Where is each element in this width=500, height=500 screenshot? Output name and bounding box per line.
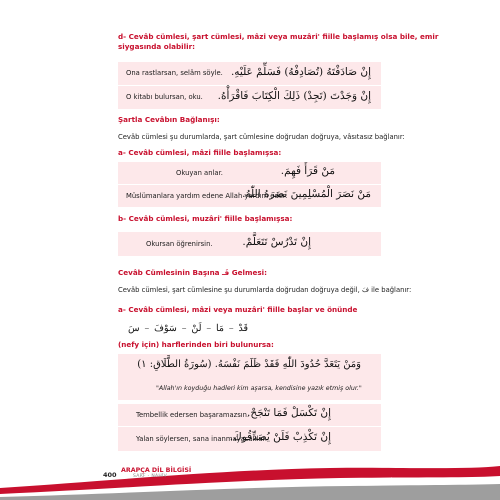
sart-heading: Şartla Cevâbın Bağlanışı: <box>118 115 220 124</box>
page-number: 400 <box>103 471 117 479</box>
arabic-text: مَنْ نَصَرَ الْمُسْلِمِينَ نَصَرَهُ اللّٰهُ. <box>242 188 371 200</box>
turkish-text: Müslümanlara yardım edene Allah yardım eder. <box>126 192 288 200</box>
book-title: ARAPÇA DİL BİLGİSİ <box>121 467 192 474</box>
particle: لَنْ <box>191 323 202 334</box>
turkish-text: Okuyan anlar. <box>176 169 223 177</box>
arabic-text: إِنْ صَادَفْتَهُ (تُصَادِفْهُ) فَسَلِّمْ عَلَيْهِ. <box>230 66 371 78</box>
book-subtitle: SARF - NAHİV <box>133 474 168 479</box>
particle-separator: – <box>206 323 212 334</box>
arabic-text: إِنْ تَكْسَلْ فَمَا تَنْجَحْ. <box>247 407 331 419</box>
example-row <box>118 62 381 85</box>
arabic-text: إِنْ تَكْذِبْ فَلَنْ يُصَدِّقُوكَ. <box>229 431 331 443</box>
arabic-text: إِنْ وَجَدْتَ (تَجِدْ) ذَلِكَ الْكِتَابَ فَاقْرَأْهُ. <box>217 90 371 102</box>
particle: قَدْ <box>238 323 248 334</box>
turkish-text: O kitabı bulursan, oku. <box>126 93 203 101</box>
turkish-text: Yalan söylersen, sana inanmayacaklar. <box>136 435 268 443</box>
particle: مَا <box>215 323 224 334</box>
arabic-text: إِنْ تَدْرُسْ تَتَعَلَّمْ. <box>242 236 311 248</box>
turkish-text: Tembellik edersen başaramazsın. <box>136 411 250 419</box>
nefy-note: (nefy için) harflerinden biri bulunursa: <box>118 340 274 349</box>
sart-intro: Cevâb cümlesi şu durumlarda, şart cümlesine doğrudan doğruya, vâsıtasız bağlanır: <box>118 133 405 141</box>
arabic-text: مَنْ قَرَأَ فَهِمَ. <box>280 165 335 177</box>
example-row <box>118 404 381 426</box>
verse-translation: "Allah'ın koyduğu hadleri kim aşarsa, kendisine yazık etmiş olur." <box>156 385 362 392</box>
particle-separator: – <box>181 323 187 334</box>
verse-box <box>118 354 381 400</box>
particle: سَوْفَ <box>154 323 177 334</box>
particle: سَ <box>128 323 140 334</box>
fe-heading: Cevâb Cümlesinin Başına فَـ Gelmesi: <box>118 268 267 277</box>
footer-wave-decoration <box>0 440 500 500</box>
particle-separator: – <box>144 323 150 334</box>
particle-list <box>128 323 248 334</box>
fe-intro: Cevâb cümlesi, şart cümlesine şu durumlarda doğrudan doğruya değil, فَ ile bağlanır: <box>118 286 412 294</box>
particle-separator: – <box>228 323 234 334</box>
sart-a-heading: a- Cevâb cümlesi, mâzi fiille başlamışsa: <box>118 148 282 157</box>
fe-a-heading: a- Cevâb cümlesi, mâzi veya muzâri' fiille başlar ve önünde <box>118 305 358 314</box>
turkish-text: Ona rastlarsan, selâm söyle. <box>126 69 223 77</box>
example-row <box>118 162 381 184</box>
section-d-heading-line2: siygasında olabilir: <box>118 42 195 51</box>
sart-b-heading: b- Cevâb cümlesi, muzâri' fiille başlamışsa: <box>118 214 293 223</box>
turkish-text: Okursan öğrenirsin. <box>146 240 213 248</box>
example-row <box>118 232 381 256</box>
example-row <box>118 86 381 109</box>
verse-arabic: وَمَنْ يَتَعَدَّ حُدُودَ اللّٰهِ فَقَدْ ظَلَمَ نَفْسَهُ. (سُورَةُ الطَّلَاقِ: ١) <box>137 359 361 370</box>
example-row <box>118 185 381 207</box>
section-d-heading-line1: d- Cevâb cümlesi, şart cümlesi, mâzi veya muzâri' fiille başlamış olsa bile, emir <box>118 32 439 41</box>
